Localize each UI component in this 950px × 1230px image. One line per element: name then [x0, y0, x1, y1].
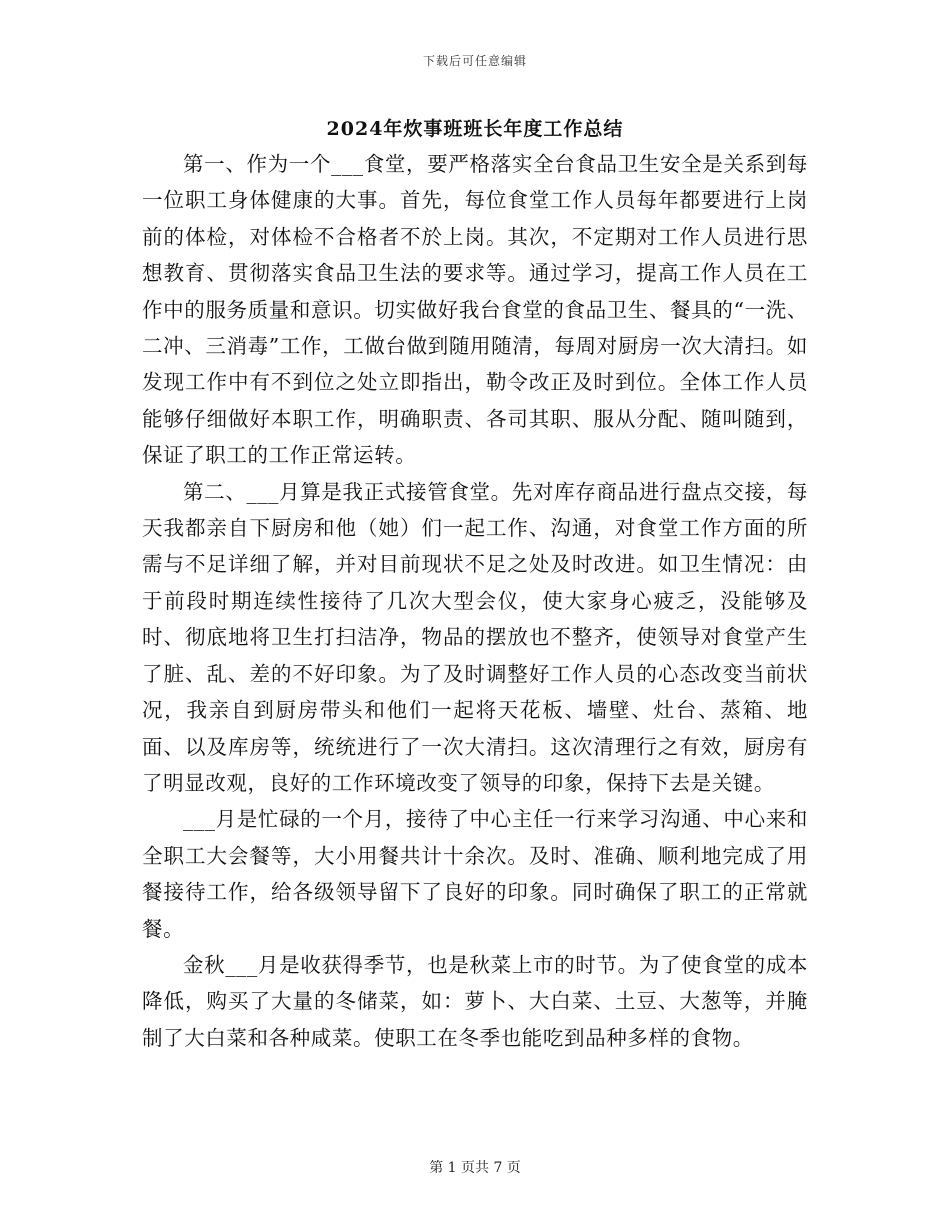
- document-title: 2024年炊事班班长年度工作总结: [326, 118, 624, 140]
- paragraph-2: 第二、___月算是我正式接管食堂。先对库存商品进行盘点交接，每天我都亲自下厨房和他（她）们一起工作、沟通，对食堂工作方面的所需与不足详细了解，并对目前现状不足之处及时改进。如卫生情况：由于前段时期连续性接待了几次大型会仪，使大家身心疲乏，没能够及时、彻底地将卫生打扫洁净，物品的摆放也不整齐，使领导对食堂产生了脏、乱、差的不好印象。为了及时调整好工作人员的心态改变当前状况，我亲自到厨房带头和他们一起将天花板、墙壁、灶台、蒸箱、地面、以及库房等，统统进行了一次大清扫。这次清理行之有效，厨房有了明显改观，良好的工作环境改变了领导的印象，保持下去是关键。: [142, 479, 808, 795]
- paragraph-4: 金秋___月是收获得季节，也是秋菜上市的时节。为了使食堂的成本降低，购买了大量的冬储菜，如：萝卜、大白菜、土豆、大葱等，并腌制了大白菜和各种咸菜。使职工在冬季也能吃到品种多样的食物。: [142, 952, 808, 1050]
- header-note: 下载后可任意编辑: [422, 54, 527, 68]
- document-body: [142, 146, 808, 1056]
- paragraph-3: ___月是忙碌的一个月，接待了中心主任一行来学习沟通、中心来和全职工大会餐等，大小用餐共计十余次。及时、准确、顺利地完成了用餐接待工作，给各级领导留下了良好的印象。同时确保了职工的正常就餐。: [142, 807, 808, 941]
- paragraph-1: 第一、作为一个___食堂，要严格落实全台食品卫生安全是关系到每一位职工身体健康的大事。首先，每位食堂工作人员每年都要进行上岗前的体检，对体检不合格者不於上岗。其次，不定期对工作人员进行思想教育、贯彻落实食品卫生法的要求等。通过学习，提高工作人员在工作中的服务质量和意识。切实做好我台食堂的食品卫生、餐具的“一洗、二冲、三消毒”工作，工做台做到随用随清，每周对厨房一次大清扫。如发现工作中有不到位之处立即指出，勒令改正及时到位。全体工作人员能够仔细做好本职工作，明确职责、各司其职、服从分配、随叫随到，保证了职工的工作正常运转。: [142, 152, 808, 468]
- page-number: 第 1 页共 7 页: [429, 1160, 521, 1176]
